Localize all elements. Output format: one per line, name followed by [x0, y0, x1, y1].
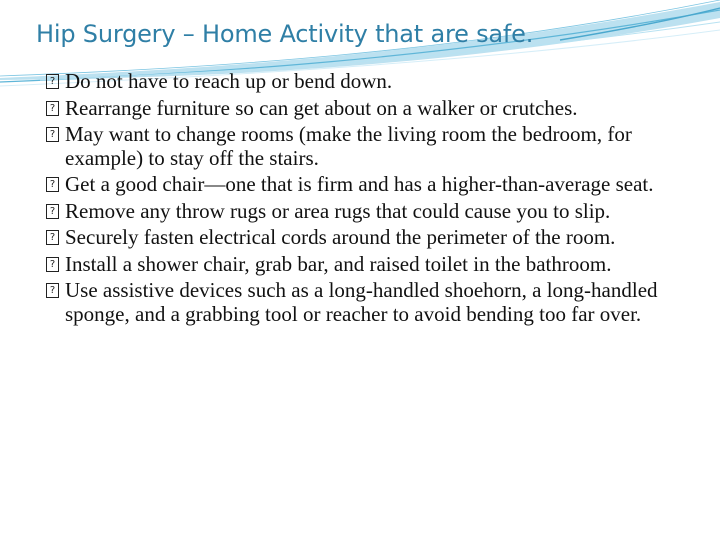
list-item-text: Get a good chair—one that is firm and has a higher-than-average seat. — [65, 172, 654, 196]
list-item-text: Remove any throw rugs or area rugs that could cause you to slip. — [65, 198, 611, 223]
slide-title: Hip Surgery – Home Activity that are safe. — [36, 20, 534, 48]
list-item — [46, 226, 686, 250]
list-item-text: Install a shower chair, grab bar, and raised toilet in the bathroom. — [65, 251, 612, 276]
list-item-text: May want to change rooms (make the living room the bedroom, for example) to stay off the stairs. — [65, 122, 632, 170]
list-item — [46, 200, 686, 224]
list-item-text: Use assistive devices such as a long-handled shoehorn, a long-handled sponge, and a grabbing tool or reacher to avoid bending too far over. — [65, 278, 658, 326]
list-item — [46, 97, 686, 121]
missing-glyph-box-icon: ? — [46, 127, 59, 142]
missing-glyph-box-icon: ? — [46, 283, 59, 298]
bullet-list — [46, 70, 686, 329]
list-item-text: Rearrange furniture so can get about on a walker or crutches. — [65, 95, 578, 120]
list-item-text: Securely fasten electrical cords around the perimeter of the room. — [65, 225, 616, 249]
missing-glyph-box-icon: ? — [46, 177, 59, 192]
list-item-text: Do not have to reach up or bend down. — [65, 69, 393, 93]
missing-glyph-box-icon: ? — [46, 204, 59, 219]
missing-glyph-box-icon: ? — [46, 101, 59, 116]
list-item — [46, 173, 686, 197]
missing-glyph-box-icon: ? — [46, 74, 59, 89]
list-item — [46, 253, 686, 277]
missing-glyph-box-icon: ? — [46, 257, 59, 272]
list-item — [46, 279, 686, 326]
missing-glyph-box-icon: ? — [46, 230, 59, 245]
list-item — [46, 123, 686, 170]
list-item — [46, 70, 686, 94]
